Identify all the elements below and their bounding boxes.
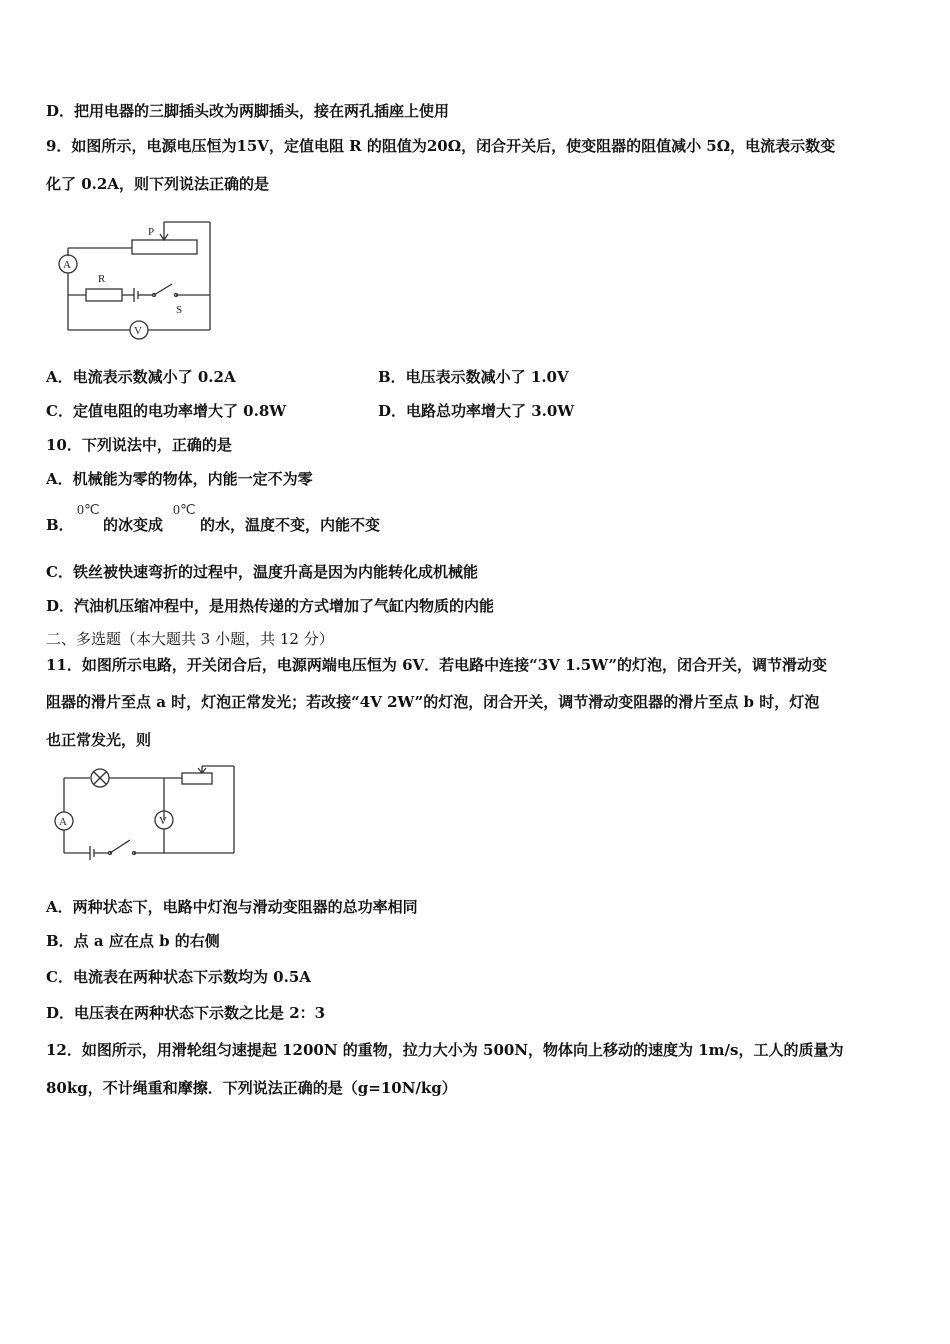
q10-temp-2: 0℃ [173, 503, 196, 518]
q9-option-b: B．电压表示数减小了 1.0V [378, 368, 569, 386]
q10-temp-1: 0℃ [77, 503, 100, 518]
q12-stem-line1: 12．如图所示，用滑轮组匀速提起 1200N 的重物，拉力大小为 500N，物体向上移动的速度为 1m/s，工人的质量为 [46, 1041, 844, 1059]
q10-option-c: C．铁丝被快速弯折的过程中，温度升高是因为内能转化成机械能 [46, 563, 478, 581]
q10-option-d: D．汽油机压缩冲程中，是用热传递的方式增加了气缸内物质的内能 [46, 597, 495, 615]
resistor-symbol [86, 289, 122, 301]
q11-stem-line3: 也正常发光，则 [46, 731, 152, 749]
switch-label: S [176, 304, 183, 316]
q11-option-c: C．电流表在两种状态下示数均为 0.5A [46, 968, 311, 986]
voltmeter-label: V [134, 325, 142, 337]
voltmeter-label-2: V [159, 815, 167, 827]
section-2-heading: 二、多选题（本大题共 3 小题，共 12 分） [46, 630, 334, 648]
q8-option-d: D．把用电器的三脚插头改为两脚插头，接在两孔插座上使用 [46, 102, 450, 120]
q10-option-b-end: 的水，温度不变，内能不变 [200, 516, 381, 534]
q11-circuit-figure [50, 760, 240, 860]
resistor-label: R [98, 273, 106, 285]
q9-circuit-figure [50, 218, 220, 340]
q11-stem-line1: 11．如图所示电路，开关闭合后，电源两端电压恒为 6V．若电路中连接“3V 1.5W”的灯泡，闭合开关，调节滑动变 [46, 656, 827, 674]
q10-option-a: A．机械能为零的物体，内能一定不为零 [46, 470, 313, 488]
rheostat-label: P [148, 226, 155, 238]
q9-option-c: C．定值电阻的电功率增大了 0.8W [46, 402, 287, 420]
rheostat-symbol-2 [182, 773, 212, 784]
q11-option-a: A．两种状态下，电路中灯泡与滑动变阻器的总功率相同 [46, 898, 418, 916]
q9-option-a: A．电流表示数减小了 0.2A [46, 368, 236, 386]
rheostat-symbol [132, 240, 197, 254]
q9-stem-line2: 化了 0.2A，则下列说法正确的是 [46, 175, 269, 193]
q10-stem: 10．下列说法中，正确的是 [46, 436, 232, 454]
q10-option-b-mid: 的冰变成 [103, 516, 164, 534]
q9-stem-line1: 9．如图所示，电源电压恒为15V，定值电阻 R 的阻值为20Ω，闭合开关后，使变阻器的阻值减小 5Ω，电流表示数变 [46, 137, 836, 155]
q10-option-b-label: B． [46, 516, 74, 534]
q11-option-d: D．电压表在两种状态下示数之比是 2：3 [46, 1004, 326, 1022]
ammeter-label-2: A [59, 816, 67, 828]
q9-option-d: D．电路总功率增大了 3.0W [378, 402, 575, 420]
q12-stem-line2: 80kg，不计绳重和摩擦．下列说法正确的是（g=10N/kg） [46, 1079, 457, 1097]
q11-option-b: B．点 a 应在点 b 的右侧 [46, 932, 220, 950]
ammeter-label: A [63, 259, 71, 271]
q11-stem-line2: 阻器的滑片至点 a 时，灯泡正常发光；若改接“4V 2W”的灯泡，闭合开关，调节滑动变阻器的滑片至点 b 时，灯泡 [46, 693, 820, 711]
